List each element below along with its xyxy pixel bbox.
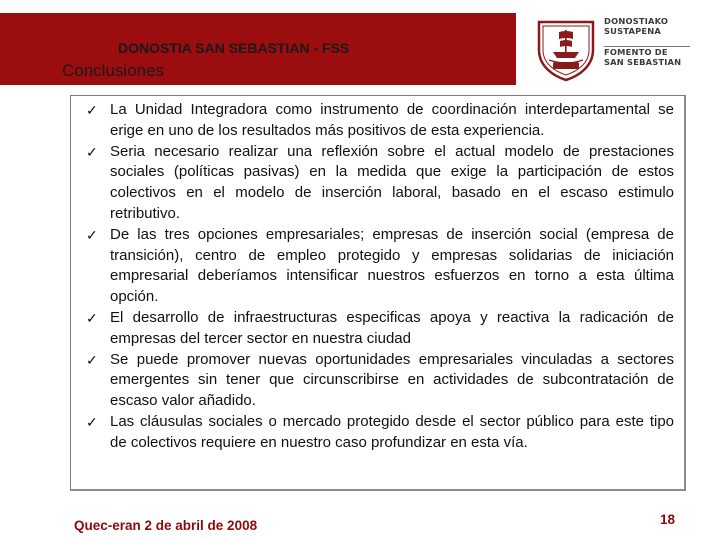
list-item [86,142,674,225]
page-title: DONOSTIA SAN SEBASTIAN - FSS [118,40,350,56]
footer-event: Quec-eran 2 de abril de 2008 [74,518,258,533]
section-subtitle: Conclusiones [62,61,165,80]
list-item [86,412,674,454]
logo-line-3: FOMENTO DE [604,47,668,57]
checkmark-icon: ✓ [86,351,98,368]
list-item-text: Las cláusulas sociales o mercado protegido desde el sector público para este tipo de colectivos requiere en nuestro caso profundizar en esta vía. [110,412,674,451]
list-item-text: Seria necesario realizar una reflexión sobre el actual modelo de prestaciones sociales (políticas pasivas) en la medida que exige la participación de estos colectivos en el modelo de inserción laboral, basado en el escaso estimulo retributivo. [110,142,674,222]
fomento-emblem-icon [533,16,599,82]
list-item-text: El desarrollo de infraestructuras especificas apoya y reactiva la radicación de empresas del tercer sector en nuestra ciudad [110,308,674,347]
checkmark-icon: ✓ [86,309,98,326]
fomento-logo [533,16,703,82]
checkmark-icon: ✓ [86,413,98,430]
list-item [86,308,674,350]
logo-line-2: SUSTAPENA [604,26,662,36]
checkmark-icon: ✓ [86,143,98,160]
conclusions-list [86,100,674,454]
page-number: 18 [660,512,676,527]
logo-line-4: SAN SEBASTIAN [604,57,682,67]
list-item-text: De las tres opciones empresariales; empresas de inserción social (empresa de transición), centro de empleo protegido y empresas solidarias de iniciación empresarial deberíamos intensificar nuestros esfuerzos en torno a esta última opción. [110,225,674,306]
logo-divider [604,46,690,47]
checkmark-icon: ✓ [86,226,98,243]
list-item-text: Se puede promover nuevas oportunidades empresariales vinculadas a sectores emergentes sin tener que circunscribirse en actividades de subcontratación de escaso valor añadido. [110,350,674,410]
list-item [86,350,674,412]
list-item [86,100,674,142]
list-item [86,225,674,308]
checkmark-icon: ✓ [86,102,98,118]
logo-line-1: DONOSTIAKO [604,16,669,26]
list-item-text: La Unidad Integradora como instrumento de coordinación interdepartamental se erige en uno de los resultados más positivos de esta experiencia. [110,101,674,139]
